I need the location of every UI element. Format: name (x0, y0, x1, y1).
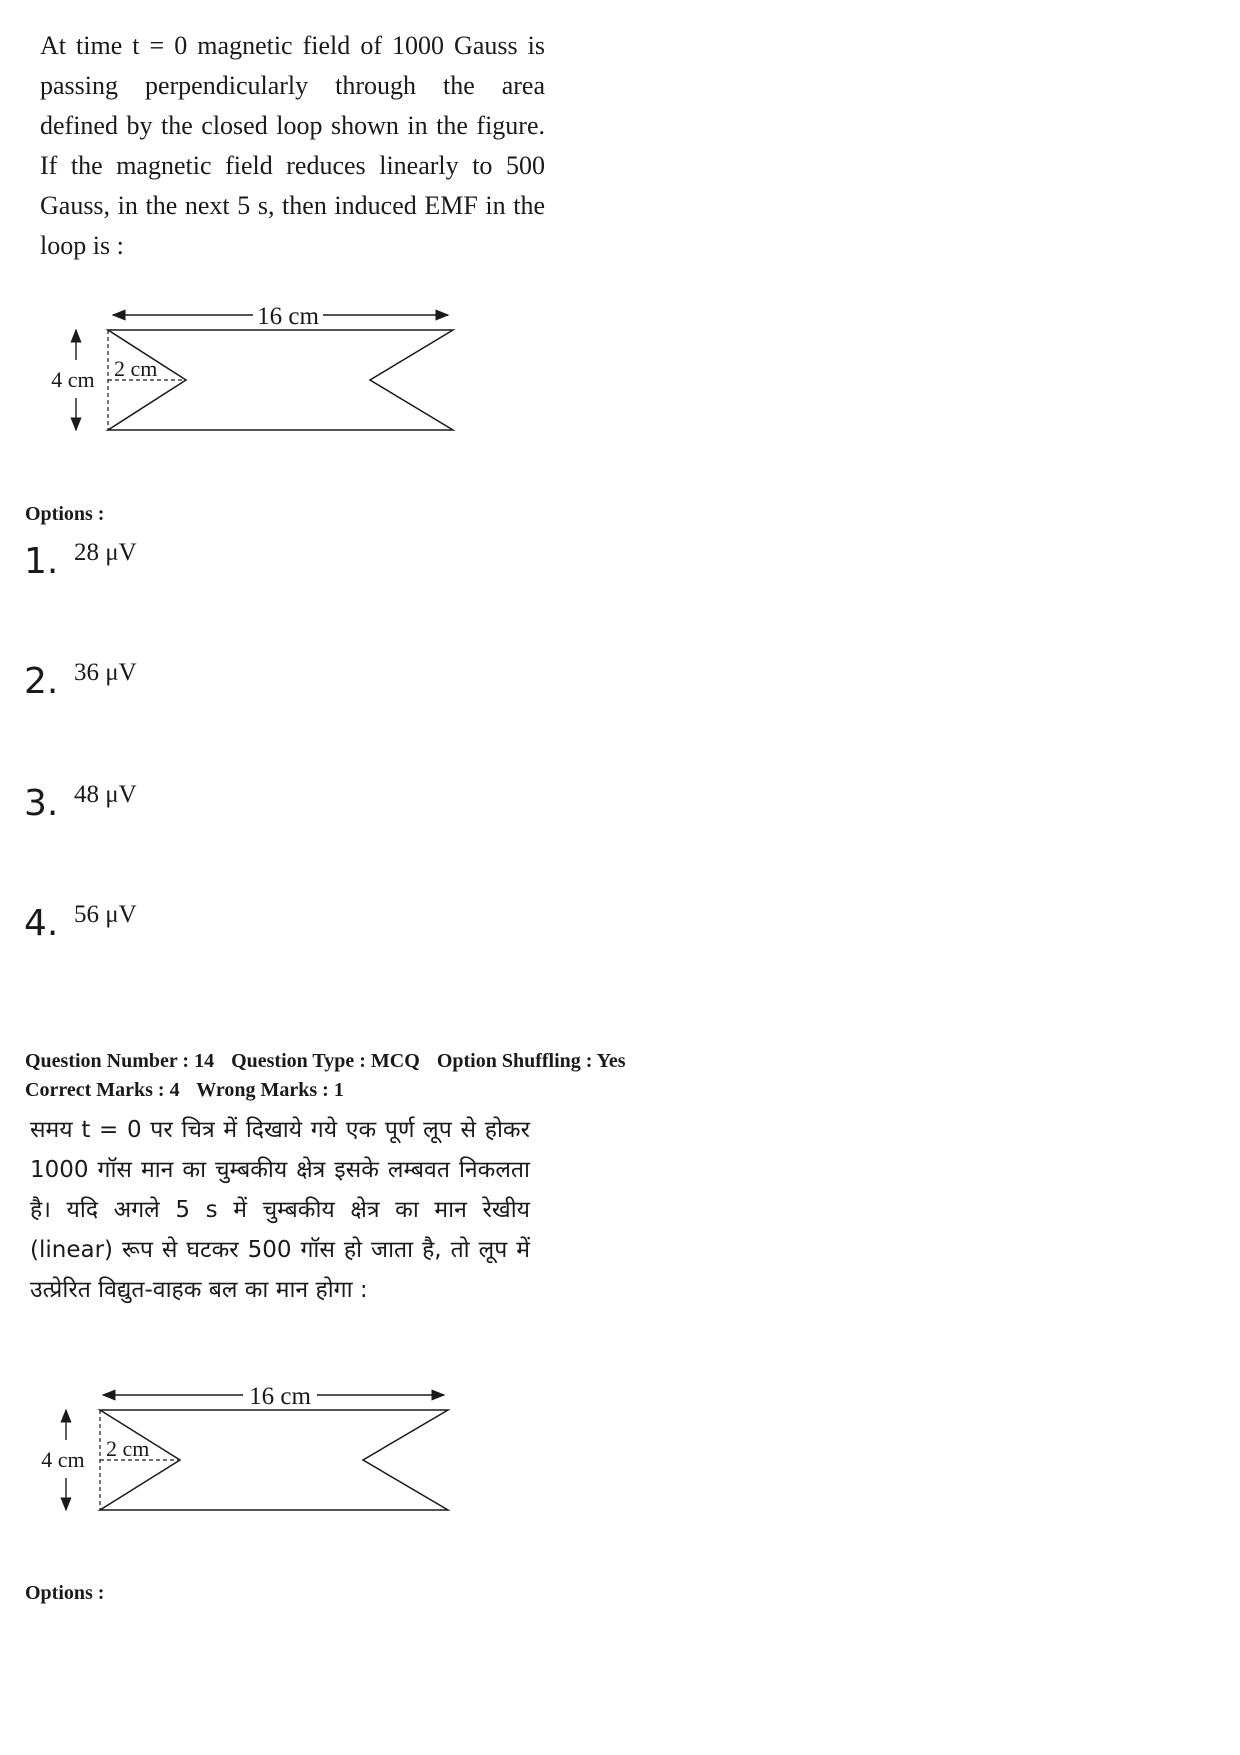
wrong-marks: Wrong Marks : 1 (196, 1079, 344, 1101)
question-14-figure (30, 1375, 470, 1555)
notch-label: 2 cm (114, 356, 158, 381)
loop-diagram (38, 295, 478, 475)
option-number: 3. (24, 783, 59, 824)
question-14-meta-line-1 (25, 1050, 638, 1073)
option-number: 1. (24, 541, 59, 582)
option-shuffling: Option Shuffling : Yes (436, 1050, 626, 1072)
option-value: 48 μV (74, 781, 137, 808)
option-value: 56 μV (74, 901, 137, 928)
notch-label: 2 cm (106, 1436, 150, 1461)
option-value: 28 μV (74, 539, 137, 566)
option-number: 2. (24, 661, 59, 702)
height-label: 4 cm (51, 367, 95, 392)
height-label: 4 cm (41, 1447, 85, 1472)
question-14-meta-line-2 (25, 1079, 356, 1102)
length-label: 16 cm (257, 303, 319, 330)
options-label-q14: Options : (25, 1582, 105, 1604)
question-13-text: At time t = 0 magnetic field of 1000 Gauss is passing perpendicularly through the area defined by the closed loop shown in the figure. If the magnetic field reduces linearly to 500 Gauss, in the next 5 s, then induced EMF in the loop is : (40, 31, 545, 260)
length-label: 16 cm (249, 1383, 311, 1410)
option-number: 4. (24, 903, 59, 944)
question-14-text: समय t = 0 पर चित्र में दिखाये गये एक पूर्ण लूप से होकर 1000 गॉस मान का चुम्बकीय क्षेत्र इसके लम्बवत निकलता है। यदि अगले 5 s में चुम्बकीय क्षेत्र का मान रेखीय (linear) रूप से घटकर 500 गॉस हो जाता है, तो लूप में उत्प्रेरित विद्युत-वाहक बल का मान होगा : (30, 1117, 530, 1303)
options-label-q13: Options : (25, 503, 105, 525)
option-value: 36 μV (74, 659, 137, 686)
question-number: Question Number : 14 (25, 1050, 215, 1072)
question-13-figure (38, 295, 478, 475)
correct-marks: Correct Marks : 4 (25, 1079, 180, 1101)
loop-diagram (30, 1375, 470, 1555)
question-type: Question Type : MCQ (231, 1050, 420, 1072)
